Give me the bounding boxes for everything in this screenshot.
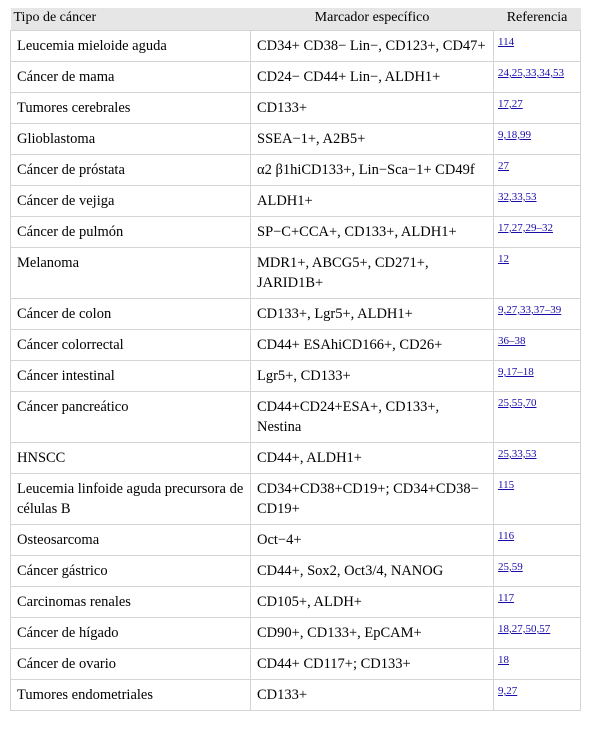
table-row <box>11 186 581 217</box>
cell-marcador: ALDH1+ <box>251 186 494 217</box>
table-row <box>11 474 581 525</box>
cell-tipo: Cáncer de ovario <box>11 649 251 680</box>
reference-link[interactable]: 9,17–18 <box>498 366 534 378</box>
cell-tipo: Cáncer de próstata <box>11 155 251 186</box>
reference-link[interactable]: 17,27 <box>498 98 523 110</box>
table-header-row <box>11 8 581 31</box>
reference-link[interactable]: 116 <box>498 530 515 542</box>
table-row <box>11 248 581 299</box>
table-row <box>11 299 581 330</box>
table-row <box>11 361 581 392</box>
table-row <box>11 93 581 124</box>
reference-link[interactable]: 25,59 <box>498 561 523 573</box>
cell-marcador: CD44+, Sox2, Oct3/4, NANOG <box>251 556 494 587</box>
reference-link[interactable]: 114 <box>498 36 515 48</box>
reference-link[interactable]: 12 <box>498 253 509 265</box>
cell-tipo: Leucemia mieloide aguda <box>11 31 251 62</box>
header-marcador: Marcador específico <box>251 8 494 31</box>
cell-ref <box>494 361 581 392</box>
header-referencia: Referencia <box>494 8 581 31</box>
cell-ref <box>494 649 581 680</box>
table-row <box>11 217 581 248</box>
reference-link[interactable]: 17,27,29–32 <box>498 222 553 234</box>
table-row <box>11 556 581 587</box>
reference-link[interactable]: 9,27,33,37–39 <box>498 304 562 316</box>
cell-marcador: CD24− CD44+ Lin−, ALDH1+ <box>251 62 494 93</box>
table-row <box>11 649 581 680</box>
reference-link[interactable]: 9,18,99 <box>498 129 531 141</box>
table-row <box>11 587 581 618</box>
cancer-marker-table <box>10 8 581 711</box>
cell-marcador: SP−C+CCA+, CD133+, ALDH1+ <box>251 217 494 248</box>
cell-marcador: CD90+, CD133+, EpCAM+ <box>251 618 494 649</box>
cell-marcador: CD105+, ALDH+ <box>251 587 494 618</box>
cell-ref <box>494 680 581 711</box>
reference-link[interactable]: 115 <box>498 479 515 491</box>
cell-marcador: CD44+CD24+ESA+, CD133+, Nestina <box>251 392 494 443</box>
table-row <box>11 124 581 155</box>
cell-tipo: Tumores endometriales <box>11 680 251 711</box>
cell-tipo: Cáncer de pulmón <box>11 217 251 248</box>
reference-link[interactable]: 18 <box>498 654 509 666</box>
cell-tipo: Cáncer intestinal <box>11 361 251 392</box>
cell-tipo: Glioblastoma <box>11 124 251 155</box>
cell-ref <box>494 124 581 155</box>
cell-marcador: CD44+, ALDH1+ <box>251 443 494 474</box>
cell-marcador: SSEA−1+, A2B5+ <box>251 124 494 155</box>
cell-tipo: Carcinomas renales <box>11 587 251 618</box>
cell-tipo: Osteosarcoma <box>11 525 251 556</box>
cell-marcador: Oct−4+ <box>251 525 494 556</box>
cell-tipo: HNSCC <box>11 443 251 474</box>
reference-link[interactable]: 32,33,53 <box>498 191 537 203</box>
cell-ref <box>494 299 581 330</box>
table-row <box>11 62 581 93</box>
cell-ref <box>494 330 581 361</box>
table-row <box>11 680 581 711</box>
cell-ref <box>494 474 581 525</box>
reference-link[interactable]: 25,33,53 <box>498 448 537 460</box>
cell-ref <box>494 31 581 62</box>
cell-marcador: CD44+ ESAhiCD166+, CD26+ <box>251 330 494 361</box>
cell-marcador: α2 β1hiCD133+, Lin−Sca−1+ CD49f <box>251 155 494 186</box>
cell-ref <box>494 155 581 186</box>
reference-link[interactable]: 18,27,50,57 <box>498 623 551 635</box>
cell-tipo: Cáncer de hígado <box>11 618 251 649</box>
cell-tipo: Cáncer de mama <box>11 62 251 93</box>
header-tipo: Tipo de cáncer <box>11 8 251 31</box>
reference-link[interactable]: 25,55,70 <box>498 397 537 409</box>
cell-ref <box>494 392 581 443</box>
reference-link[interactable]: 36–38 <box>498 335 526 347</box>
cell-tipo: Cáncer gástrico <box>11 556 251 587</box>
cell-marcador: Lgr5+, CD133+ <box>251 361 494 392</box>
table-row <box>11 31 581 62</box>
cell-tipo: Cáncer de vejiga <box>11 186 251 217</box>
table-row <box>11 525 581 556</box>
cell-ref <box>494 186 581 217</box>
cell-ref <box>494 525 581 556</box>
cell-ref <box>494 618 581 649</box>
cell-marcador: CD44+ CD117+; CD133+ <box>251 649 494 680</box>
cell-tipo: Leucemia linfoide aguda precursora de células B <box>11 474 251 525</box>
table-row <box>11 618 581 649</box>
cell-tipo: Cáncer pancreático <box>11 392 251 443</box>
table-row <box>11 155 581 186</box>
cell-ref <box>494 556 581 587</box>
reference-link[interactable]: 9,27 <box>498 685 518 697</box>
reference-link[interactable]: 24,25,33,34,53 <box>498 67 564 79</box>
cell-tipo: Cáncer colorrectal <box>11 330 251 361</box>
reference-link[interactable]: 117 <box>498 592 515 604</box>
table-row <box>11 392 581 443</box>
cell-ref <box>494 248 581 299</box>
cell-ref <box>494 443 581 474</box>
cell-ref <box>494 587 581 618</box>
cell-ref <box>494 217 581 248</box>
cell-ref <box>494 93 581 124</box>
cell-marcador: CD133+, Lgr5+, ALDH1+ <box>251 299 494 330</box>
cell-tipo: Tumores cerebrales <box>11 93 251 124</box>
cell-marcador: CD34+CD38+CD19+; CD34+CD38− CD19+ <box>251 474 494 525</box>
cell-marcador: CD133+ <box>251 680 494 711</box>
cell-marcador: MDR1+, ABCG5+, CD271+, JARID1B+ <box>251 248 494 299</box>
reference-link[interactable]: 27 <box>498 160 509 172</box>
cell-marcador: CD133+ <box>251 93 494 124</box>
table-row <box>11 330 581 361</box>
cell-tipo: Melanoma <box>11 248 251 299</box>
cell-marcador: CD34+ CD38− Lin−, CD123+, CD47+ <box>251 31 494 62</box>
cell-tipo: Cáncer de colon <box>11 299 251 330</box>
cell-ref <box>494 62 581 93</box>
table-row <box>11 443 581 474</box>
